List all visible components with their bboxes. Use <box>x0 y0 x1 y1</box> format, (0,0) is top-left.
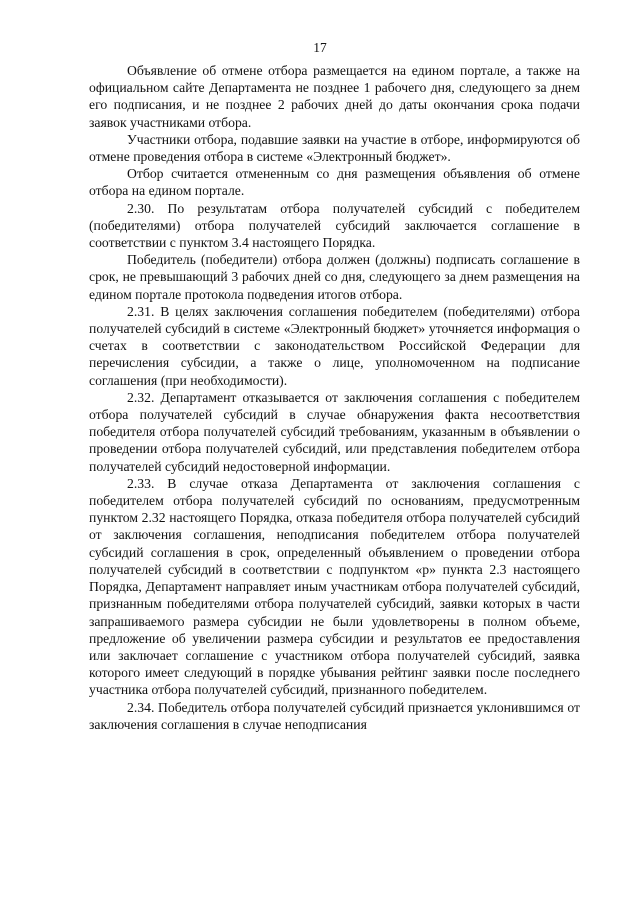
body-text <box>89 62 580 733</box>
paragraph-selection-cancelled: Отбор считается отмененным со дня размещения объявления об отмене отбора на едином портале. <box>89 166 580 199</box>
paragraph-announcement-cancellation: Объявление об отмене отбора размещается на едином портале, а также на официальном сайте Департамента не позднее 1 рабочего дня, следующего за днем его подписания, и не позднее 2 рабочих дней до даты окончания срока подачи заявок участниками отбора. <box>89 63 580 130</box>
paragraph-2-33: 2.33. В случае отказа Департамента от заключения соглашения с победителем отбора получателей субсидий по основаниям, предусмотренным пунктом 2.32 настоящего Порядка, отказа победителя отбора получателей субсидий от заключения соглашения, неподписания победителем отбора получателей субсидий соглашения в срок, определенный объявлением о проведении отбора получателей субсидий в соответствии с подпунктом «р» пункта 2.3 настоящего Порядка, Департамент направляет иным участникам отбора получателей субсидий, признанным победителями отбора получателей субсидий, заявки которых в части запрашиваемого размера субсидии не были удовлетворены в полном объеме, предложение об увеличении размера субсидии и результатов ее предоставления или заключает соглашение с участником отбора получателей субсидий, заявка которого имеет следующий в порядке убывания рейтинг заявки после последнего участника отбора получателей субсидий, признанного победителем. <box>89 475 580 698</box>
page-number: 17 <box>313 40 327 55</box>
paragraph-winner-signing-deadline: Победитель (победители) отбора должен (должны) подписать соглашение в срок, не превышающий 3 рабочих дней со дня, следующего за днем размещения на едином портале протокола подведения итогов отбора. <box>89 252 580 302</box>
paragraph-participants-notified: Участники отбора, подавшие заявки на участие в отборе, информируются об отмене проведения отбора в системе «Электронный бюджет». <box>89 131 580 165</box>
paragraph-2-32: 2.32. Департамент отказывается от заключения соглашения с победителем отбора получателей субсидий в случае обнаружения факта несоответствия победителя отбора получателей субсидий требованиям, указанным в объявлении о проведении отбора получателей субсидий, или представления победителем отбора получателей субсидий недостоверной информации. <box>89 389 580 474</box>
paragraph-2-30: 2.30. По результатам отбора получателей субсидий с победителем (победителями) отбора получателей субсидий заключается соглашение в соответствии с пунктом 3.4 настоящего Порядка. <box>89 200 580 251</box>
paragraph-2-34: 2.34. Победитель отбора получателей субсидий признается уклонившимся от заключения соглашения в случае неподписания <box>89 699 580 732</box>
paragraph-2-31: 2.31. В целях заключения соглашения победителем (победителями) отбора получателей субсидий в системе «Электронный бюджет» уточняется информация о счетах в соответствии с законодательством Российской Федерации для перечисления субсидии, а также о лице, уполномоченном на подписание соглашения (при необходимости). <box>89 303 580 388</box>
